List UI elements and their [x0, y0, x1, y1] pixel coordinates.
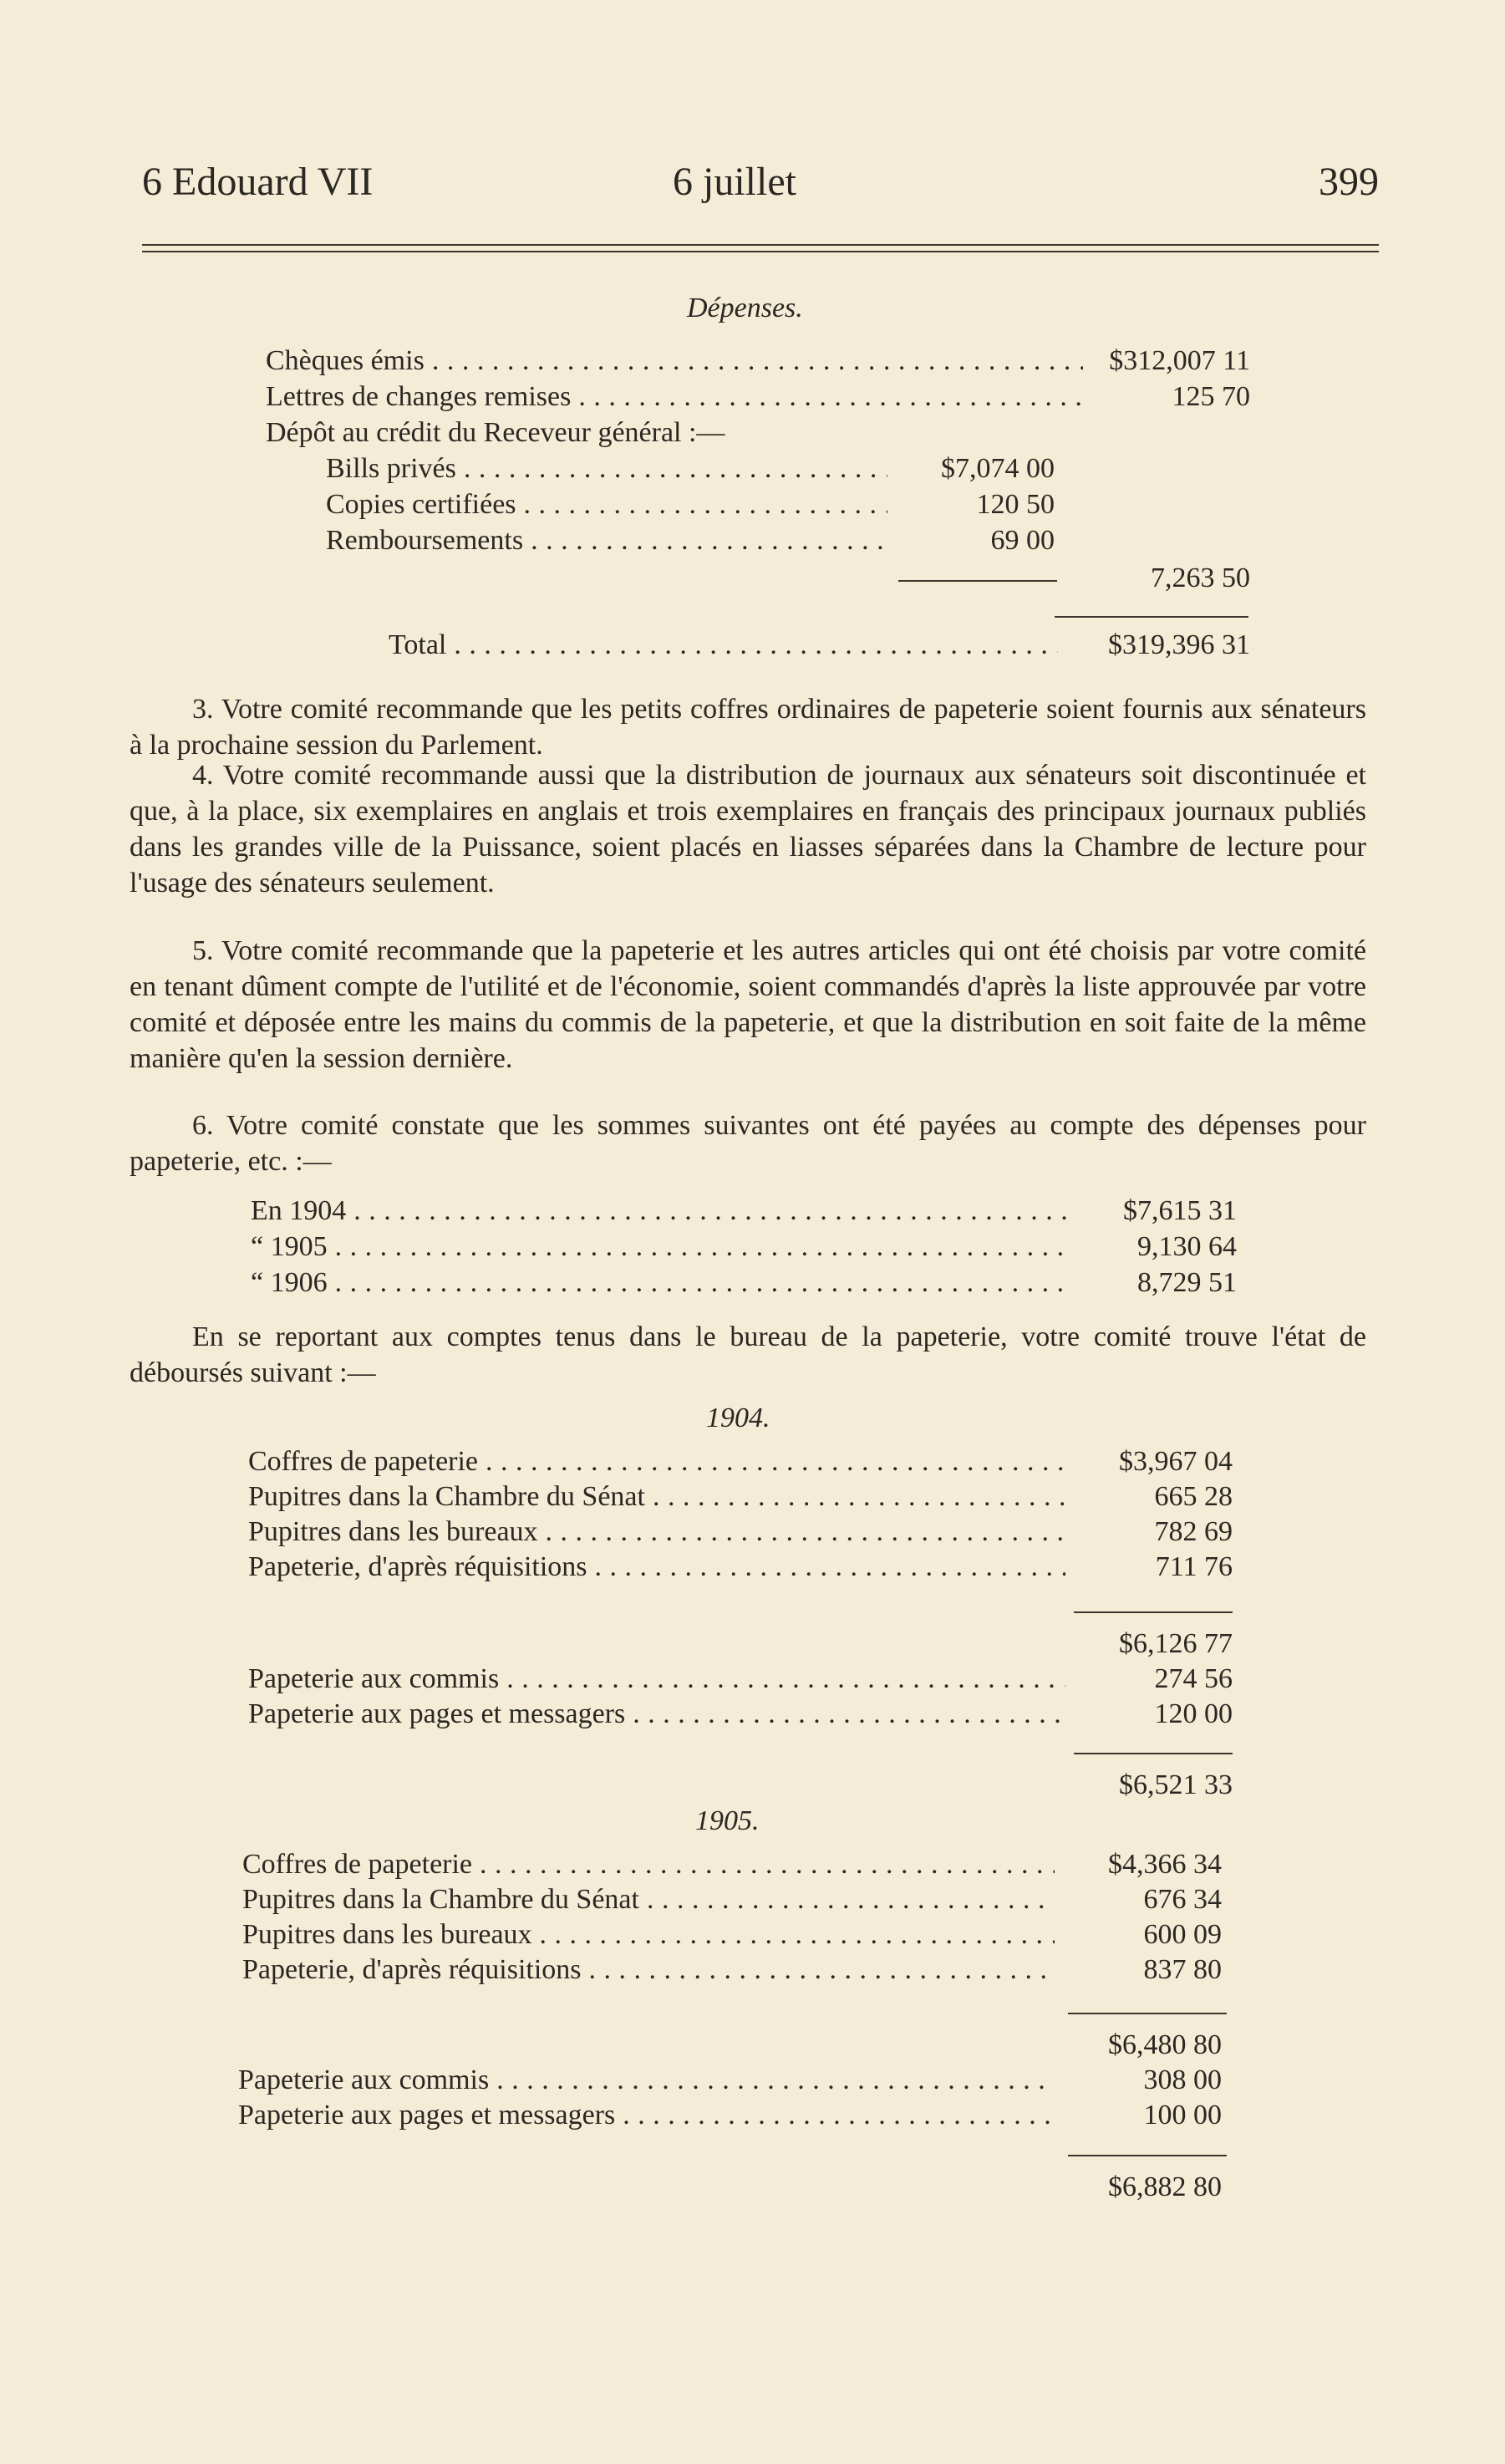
- paragraph-5: 5. Votre comité recommande que la papeterie et les autres articles qui ont été choisis par votre comité en tenant dûment compte de l'utilité et de l'économie, soient commandés d'après la liste approuvée par votre comité et déposée entre les mains du commis de la papeterie, et que la distribution en soit faite de la même manière qu'en la session dernière.: [130, 935, 1366, 1074]
- paragraph-7: En se reportant aux comptes tenus dans le bureau de la papeterie, votre comité trouve l'état de déboursés suivant :—: [130, 1321, 1366, 1388]
- year-row: [251, 1267, 1237, 1302]
- subtotal-rule: [1074, 1611, 1233, 1613]
- year-label: “ 1905 . . .: [251, 1231, 1070, 1263]
- year-row: [251, 1195, 1237, 1230]
- lettres-value: 125 70: [1172, 381, 1250, 412]
- cheques-row: [266, 345, 1250, 380]
- year-label: En 1904 . . .: [251, 1195, 1070, 1227]
- year-value: $7,615 31: [1123, 1195, 1237, 1226]
- total-rule: [1068, 2155, 1227, 2156]
- total-rule: [1055, 616, 1248, 618]
- year-1904-subtotal: $6,126 77: [1119, 1628, 1233, 1659]
- total-label: Total . . .: [389, 629, 1058, 661]
- total-rule: [1074, 1753, 1233, 1754]
- year-1904-total: $6,521 33: [1119, 1769, 1233, 1800]
- header-rule-top: [142, 244, 1379, 246]
- table-row: Papeterie aux commis . . . 308 00: [238, 2064, 1222, 2100]
- copies-row: [326, 489, 1055, 524]
- cheques-label: Chèques émis . . .: [266, 345, 1083, 377]
- depot-row: [266, 417, 1250, 452]
- table-row: Pupitres dans les bureaux . . . 782 69: [248, 1516, 1233, 1551]
- depot-subtotal: 7,263 50: [1151, 563, 1250, 593]
- table-row: Papeterie aux commis . . . 274 56: [248, 1663, 1233, 1698]
- copies-label: Copies certifiées . . .: [326, 489, 887, 521]
- header-rule-bottom: [142, 251, 1379, 252]
- remboursements-row: [326, 525, 1055, 560]
- year-row: [251, 1231, 1237, 1266]
- bills-value: $7,074 00: [941, 453, 1055, 484]
- lettres-label: Lettres de changes remises . . .: [266, 381, 1083, 413]
- paragraph-3: 3. Votre comité recommande que les petits coffres ordinaires de papeterie soient fournis aux sénateurs à la prochaine session du Parlement.: [130, 694, 1366, 761]
- total-value: $319,396 31: [1108, 629, 1250, 660]
- table-row: Papeterie aux pages et messagers . . . 100 00: [238, 2100, 1222, 2135]
- remboursements-value: 69 00: [990, 525, 1055, 556]
- subtotal-rule: [898, 580, 1057, 582]
- year-1905-subtotal: $6,480 80: [1108, 2029, 1222, 2060]
- year-value: 8,729 51: [1137, 1267, 1237, 1298]
- header-regnal-year: 6 Edouard VII: [142, 160, 374, 204]
- page-header: [142, 159, 1379, 217]
- table-row: Coffres de papeterie . . . $3,967 04: [248, 1446, 1233, 1481]
- table-row: Pupitres dans les bureaux . . . 600 09: [242, 1919, 1222, 1954]
- remboursements-label: Remboursements . . .: [326, 525, 887, 557]
- year-value: 9,130 64: [1137, 1231, 1237, 1262]
- copies-value: 120 50: [976, 489, 1055, 520]
- table-row: Papeterie, d'après réquisitions . . . 837 80: [242, 1954, 1222, 1989]
- page-number: 399: [1319, 160, 1379, 204]
- subtotal-rule: [1068, 2013, 1227, 2014]
- paragraph-4: 4. Votre comité recommande aussi que la distribution de journaux aux sénateurs soit discontinuée et que, à la place, six exemplaires en anglais et trois exemplaires en français des principaux journaux publiés dans les grandes ville de la Puissance, soient placés en liasses séparées dans la Chambre de lecture pour l'usage des sénateurs seulement.: [130, 760, 1366, 899]
- year-1904-title: 1904.: [706, 1403, 770, 1433]
- cheques-value: $312,007 11: [1109, 345, 1250, 376]
- depot-label: Dépôt au crédit du Receveur général :—: [266, 417, 725, 448]
- table-row: Papeterie, d'après réquisitions . . . 711 76: [248, 1551, 1233, 1586]
- table-row: Pupitres dans la Chambre du Sénat . . . 676 34: [242, 1884, 1222, 1919]
- depenses-title: Dépenses.: [687, 293, 803, 323]
- header-date: 6 juillet: [673, 160, 796, 204]
- year-1905-total: $6,882 80: [1108, 2171, 1222, 2202]
- table-row: Pupitres dans la Chambre du Sénat . . . 665 28: [248, 1481, 1233, 1516]
- table-row: Papeterie aux pages et messagers . . . 120 00: [248, 1698, 1233, 1733]
- paragraph-6: 6. Votre comité constate que les sommes suivantes ont été payées au compte des dépenses pour papeterie, etc. :—: [130, 1110, 1366, 1177]
- table-row: Coffres de papeterie . . . $4,366 34: [242, 1849, 1222, 1884]
- year-1905-title: 1905.: [695, 1805, 760, 1836]
- year-label: “ 1906 . . .: [251, 1267, 1070, 1299]
- bills-row: [326, 453, 1055, 488]
- bills-label: Bills privés . . .: [326, 453, 887, 485]
- total-row: [389, 629, 1250, 664]
- lettres-row: [266, 381, 1250, 416]
